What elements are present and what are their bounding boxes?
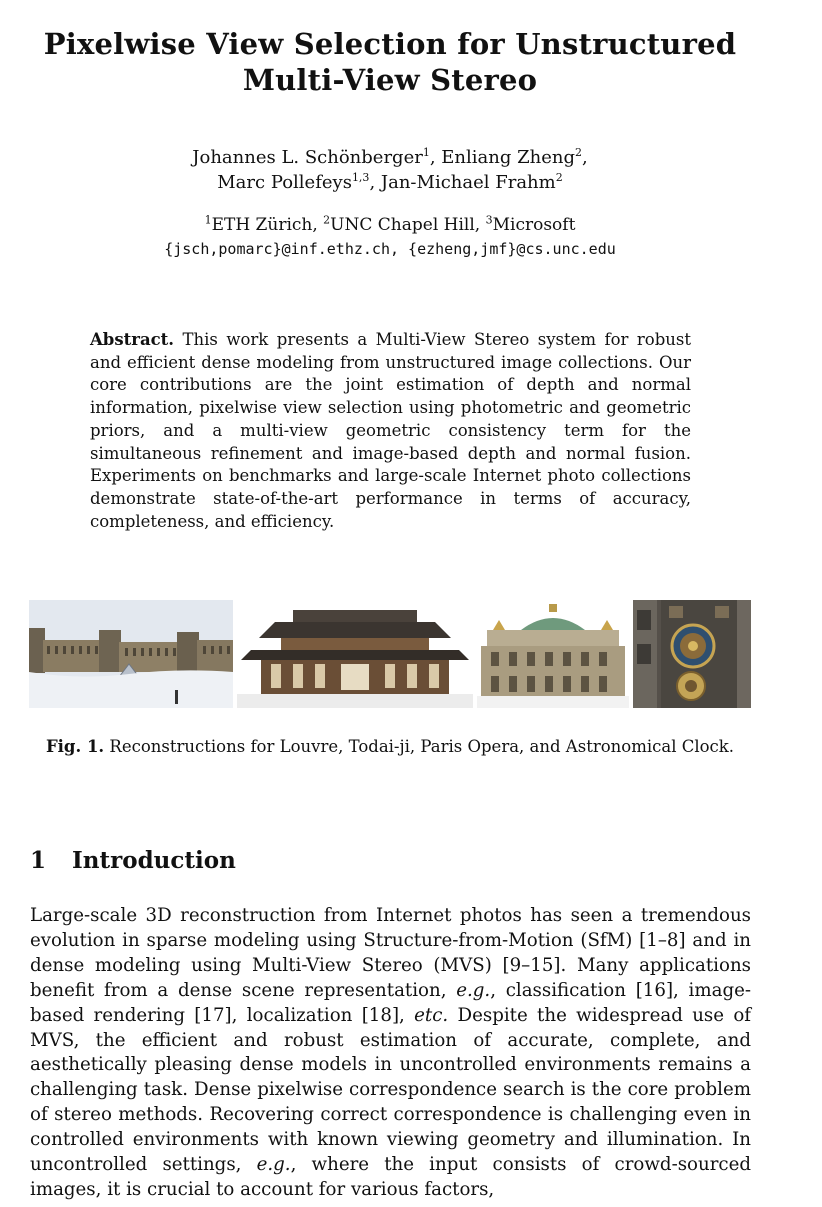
affil-separator: , <box>312 215 324 235</box>
intro-text: Despite the widespread use of MVS, the efficient and robust estimation of accurate, complete, and aesthetically pleasing dense models in uncontrolled environments remains a challenging task. Dense pixelwise correspondence search is the core problem of stereo methods. Recovering correct correspondence is challenging even in controlled environments with known viewing geometry and illumination. In uncontrolled settings, <box>30 1004 752 1176</box>
intro-emphasis: e.g. <box>256 1154 291 1176</box>
figure-caption-text: Reconstructions for Louvre, Todai-ji, Paris Opera, and Astronomical Clock. <box>109 737 735 756</box>
abstract-label: Abstract. <box>90 330 175 349</box>
paper-title <box>0 26 780 98</box>
figure-1-caption <box>0 736 780 758</box>
louvre-reconstruction-image <box>29 600 233 708</box>
figure-panel-louvre <box>29 600 233 708</box>
author-affil-mark: 1,3 <box>351 171 370 184</box>
author-affil-mark: 1 <box>422 146 430 159</box>
author-separator: , <box>429 147 442 168</box>
intro-text: Large-scale 3D reconstruction from Internet photos has seen a tremendous evolution in sparse modeling using Structure-from-Motion (SfM) [1–8] and in dense modeling using Multi-View Stereo (MVS) [9–15]. Many applications benefit from a dense scene representation, <box>30 905 751 1001</box>
author-name: Marc Pollefeys <box>217 172 352 193</box>
intro-text: , where the input consists of crowd-sourced images, it is crucial to account for various factors, <box>30 1154 752 1200</box>
astronomical-clock-reconstruction-image <box>633 600 751 708</box>
intro-paragraph <box>30 904 751 1203</box>
section-title: Introduction <box>72 847 236 874</box>
author-list <box>0 145 780 195</box>
figure-label: Fig. 1. <box>45 737 105 756</box>
affiliations <box>0 213 780 261</box>
intro-emphasis: e.g. <box>456 979 491 1001</box>
author-separator: , <box>369 172 381 193</box>
author-name: Enliang Zheng <box>441 147 575 168</box>
author-affil-mark: 2 <box>555 171 563 184</box>
affil-mark: 1 <box>204 213 212 227</box>
section-number: 1 <box>30 847 47 874</box>
figure-panel-astronomical-clock <box>633 600 751 708</box>
paris-opera-reconstruction-image <box>477 600 629 708</box>
abstract <box>90 329 691 533</box>
affiliation-line <box>0 213 780 237</box>
affil-mark: 3 <box>485 213 493 227</box>
author-name: Jan-Michael Frahm <box>380 172 556 193</box>
affil-mark: 2 <box>323 213 331 227</box>
affiliation-name: Microsoft <box>492 215 576 235</box>
affil-separator: , <box>474 215 486 235</box>
author-line-2 <box>0 170 780 195</box>
section-heading <box>30 846 236 876</box>
author-separator: , <box>581 147 588 168</box>
affiliation-name: UNC Chapel Hill <box>330 215 475 235</box>
figure-panel-paris-opera <box>477 600 629 708</box>
figure-1-image-strip <box>29 600 751 708</box>
intro-text: , classification [16], image-based rendering [17], localization [18], <box>30 979 751 1026</box>
affiliation-name: ETH Zürich <box>211 215 313 235</box>
figure-panel-todai-ji <box>237 600 473 708</box>
abstract-text: This work presents a Multi-View Stereo system for robust and efficient dense modeling from unstructured image collections. Our core contributions are the joint estimation of depth and normal information, pixelwise view selection using photometric and geometric priors, and a multi-view geometric consistency term for the simultaneous refinement and image-based depth and normal fusion. Experiments on benchmarks and large-scale Internet photo collections demonstrate state-of-the-art performance in terms of accuracy, completeness, and efficiency. <box>90 330 692 531</box>
author-affil-mark: 2 <box>574 146 582 159</box>
title-line-1: Pixelwise View Selection for Unstructured <box>43 27 737 61</box>
title-line-2: Multi-View Stereo <box>242 63 538 97</box>
author-name: Johannes L. Schönberger <box>192 147 423 168</box>
todai-ji-reconstruction-image <box>237 600 473 708</box>
intro-emphasis: etc. <box>414 1004 449 1026</box>
author-emails[interactable]: {jsch,pomarc}@inf.ethz.ch, {ezheng,jmf}@cs.unc.edu <box>164 240 616 258</box>
author-line-1 <box>0 145 780 170</box>
